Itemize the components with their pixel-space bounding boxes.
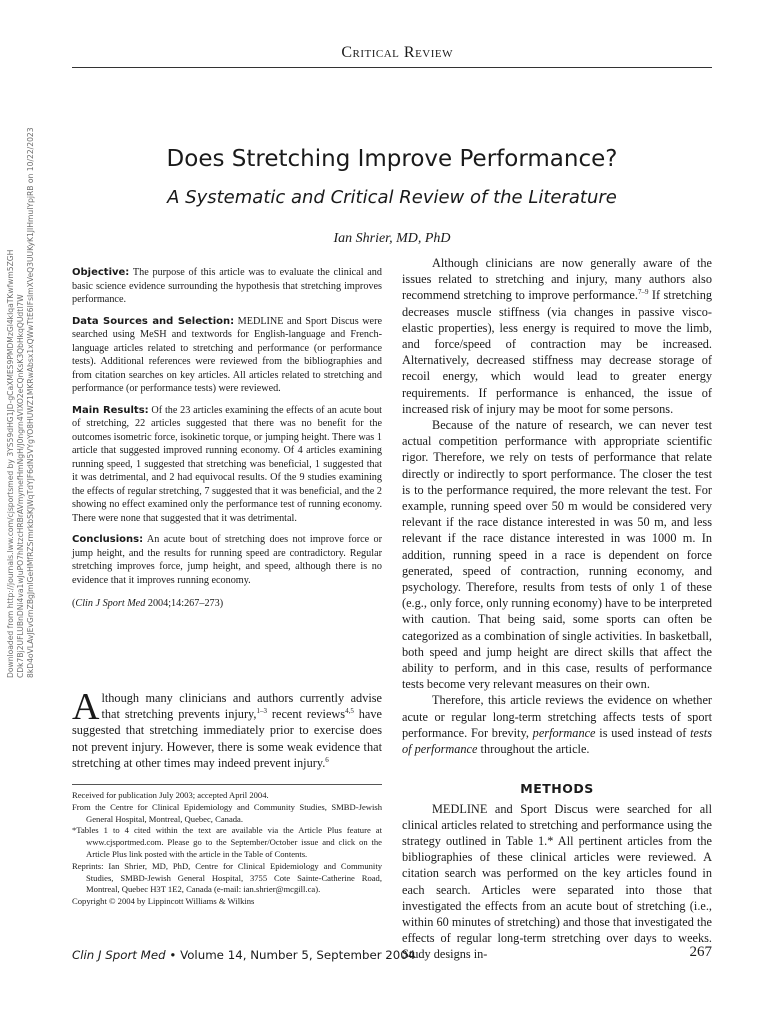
abstract-sources-label: Data Sources and Selection: xyxy=(72,315,235,327)
footer-volume: Volume 14, Number 5, September 2004 xyxy=(180,948,416,962)
abstract-conclusions-label: Conclusions: xyxy=(72,534,144,545)
abstract-objective-label: Objective: xyxy=(72,267,130,278)
watermark-line-3: 8kD4oVLAvJEvGrnZBgJmlGeHMfRZSrmrkbSKJWqTdYJF6dN5VYgYO8HUWZ1MKRwAbsx1xQWwTtE6lFsImXVeQ3UUKyK1JIHmuIYpjRB on 10/22/2023 xyxy=(26,127,35,678)
abstract-conclusions-text: An acute bout of stretching does not improve force or jump height, and the results for running speed are contradictory. Regular stretching improves force, jump height, and speed, although there is no evidence that it improves running economy. xyxy=(72,534,382,586)
body-paragraph: Because of the nature of research, we can never test actual competition performance with appropriate scientific rigor. Therefore, we rely on tests of performance that relate directly or indirectly to sport performance. The closer the test is to the performance required, the more relevant the test. For example, running speed over 50 m would be considered very relevant if the race distance interested in was 50 m, and less relevant if the race distance interested in was 1000 m. In addition, running speed in a race is dependent on force generated, speed of contraction, running economy, and psychology. Therefore, results from tests of only 1 of these (e.g., only force, only running economy) have to be interpreted with caution. That being said, some sports can often be categorized as a combination of single activities. In basketball, both speed and jump height are direct skills that affect the ability to perform, and in this case, results of performance tests become very relevant measures on their own. xyxy=(402,418,712,692)
body-paragraph: Although clinicians are now generally aware of the issues related to stretching and injury, many authors also recommend stretching to improve performance.$^{7-9}$ If stretching decreases muscle stiffness (via changes in passive visco-elastic properties), less energy is required to move the limb, and force/speed of contraction may be increased. Alternatively, decreased stiffness may decrease storage of recoil energy, which would lead to greater energy requirements. If performance is enhanced, the issue of increased risk of injury may be moot for some persons. xyxy=(402,256,712,416)
article-title: Does Stretching Improve Performance? xyxy=(166,146,618,172)
abstract-results-text: Of the 23 articles examining the effects of an acute bout of stretching, 22 articles suggested that there was no benefit for the outcomes isometric force, isokinetic torque, or jumping height. There was 1 article that suggested improved running economy. Of 4 articles examining running speed, 1 suggested that stretching was beneficial, 1 suggested that it was detrimental, and 2 had equivocal results. Of the 9 studies examining the effects of regular stretching, 7 suggested that it was beneficial, and the 2 showing no effect examined only the performance test of running economy. There were none that suggested that it was detrimental. xyxy=(72,404,382,524)
footnote-tables: *Tables 1 to 4 cited within the text are available via the Article Plus feature at www.cjsportmed.com. Please go to the September/October issue and click on the Article Plus link posted with the article in the Table of Contents. xyxy=(72,825,382,859)
abstract-sources-text: MEDLINE and Sport Discus were searched using MeSH and textwords for English-language and French-language articles related to stretching and performance (or performance tests). Additional references were reviewed from the bibliographies and from citation searches on key articles. All articles related to stretching and performance (or performance tests) were reviewed. xyxy=(72,315,382,394)
footnote-rule xyxy=(72,784,382,785)
article-subtitle: A Systematic and Critical Review of the Literature xyxy=(167,187,617,208)
abstract-results xyxy=(72,404,382,526)
running-head: Critical Review xyxy=(341,44,453,61)
section-heading-methods: METHODS xyxy=(520,781,594,797)
drop-cap: A xyxy=(72,686,100,728)
footnote-affiliation: From the Centre for Clinical Epidemiology and Community Studies, SMBD-Jewish General Hospital, Montreal, Quebec, Canada. xyxy=(72,801,382,824)
footnote-received: Received for publication July 2003; accepted April 2004. xyxy=(72,790,269,800)
intro-paragraph: Although many clinicians and authors currently advise that stretching prevents injury,$^{1-3}$ recent reviews$^{4,5}$ have suggested that stretching immediately prior to exercise does not prevent injury. However, there is some weak evidence that stretching at other times may indeed prevent injury.$^6$ xyxy=(72,686,382,770)
citation-superscript: 6 xyxy=(325,755,329,764)
journal-footer: Clin J Sport Med • Volume 14, Number 5, September 2004 xyxy=(72,948,416,962)
body-paragraph: MEDLINE and Sport Discus were searched for all clinical articles related to stretching and performance using the strategy outlined in Table 1.* All pertinent articles from the bibliographies of these clinical articles were reviewed. A citation search was performed on the key articles found in each search. Articles were separated into those that investigated the effects from an acute bout of stretching (i.e., within 60 minutes of stretching) and those that investigated the effects of regular long-term stretching over days to weeks. Study designs in- xyxy=(402,801,712,962)
download-watermark-text xyxy=(6,127,46,678)
page-number: 267 xyxy=(689,944,712,960)
citation-journal: Clin J Sport Med xyxy=(75,598,146,609)
abstract-objective xyxy=(72,266,382,307)
footer-journal: Clin J Sport Med xyxy=(72,948,166,962)
watermark-date: on 10/22/2023 xyxy=(26,127,35,184)
header-rule xyxy=(72,67,712,68)
abstract-objective-text: The purpose of this article was to evaluate the clinical and basic science evidence surrounding the hypothesis that stretching improves performance. xyxy=(72,267,382,305)
watermark-line-1: Downloaded from http://journals.lww.com/cjsportsmed by 3YS59dHG1JD-gCaXMES9PMDMzGl4kIqaTKwfwm5ZGH xyxy=(6,249,15,678)
body-column-right xyxy=(402,255,712,963)
watermark-line-2: CDk7Bj2UFLUBnDNi4va1wJuPO7hNtzcHRBrAVmymefHmNgH/J0ngrn4VIXO2eCQnKsK3QbHkqQUdtl7W xyxy=(16,294,25,678)
body-paragraph: Therefore, this article reviews the evidence on whether acute or regular long-term stretching affects tests of sport performance. For brevity, performance is used instead of tests of performance throughout the article. xyxy=(402,693,712,757)
abstract xyxy=(72,266,382,619)
abstract-results-label: Main Results: xyxy=(72,404,149,416)
abstract-conclusions xyxy=(72,533,382,587)
citation-superscript: 1–3 xyxy=(256,707,267,716)
citation-superscript: 7–9 xyxy=(637,288,649,297)
footnote-copyright: Copyright © 2004 by Lippincott Williams & Wilkins xyxy=(72,896,255,907)
abstract-citation: (Clin J Sport Med 2004;14:267–273) xyxy=(72,598,224,609)
author-byline: Ian Shrier, MD, PhD xyxy=(333,231,451,246)
citation-superscript: 4,5 xyxy=(345,707,354,716)
abstract-sources xyxy=(72,315,382,396)
footnotes xyxy=(72,790,382,908)
footnote-reprints: Reprints: Ian Shrier, MD, PhD, Centre for Clinical Epidemiology and Community Studies, SMBD-Jewish General Hospital, 3755 Cote Sainte-Catherine Road, Montreal, Quebec H3T 1E2, Canada (e-mail: ian.shrier@mcgill.ca). xyxy=(72,860,382,895)
download-watermark xyxy=(6,127,46,678)
